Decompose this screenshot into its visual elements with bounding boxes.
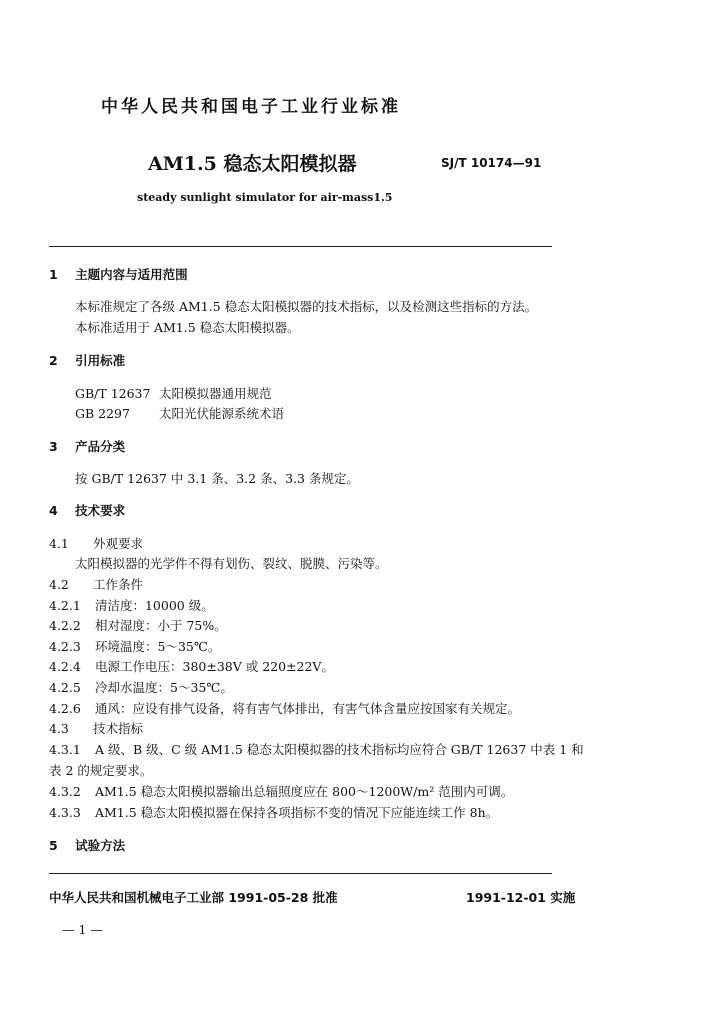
clause-number: 4.2.4 bbox=[49, 659, 81, 674]
clause-row bbox=[49, 803, 498, 821]
clause-number: 4.2.5 bbox=[49, 680, 81, 695]
clause-number: 4.3.3 bbox=[49, 805, 81, 820]
clause-number: 4.2.3 bbox=[49, 639, 81, 654]
clause-row bbox=[49, 740, 584, 758]
clause-row bbox=[49, 657, 334, 675]
clause-row bbox=[49, 699, 520, 717]
subsection-title: 外观要求 bbox=[92, 536, 143, 551]
page-number: — 1 — bbox=[62, 922, 103, 937]
reference-name: 太阳模拟器通用规范 bbox=[158, 386, 272, 401]
clause-text: 电源工作电压：380±38V 或 220±22V。 bbox=[94, 659, 334, 674]
clause-number: 4.2.6 bbox=[49, 701, 81, 716]
subsection-4-1-text: 太阳模拟器的光学件不得有划伤、裂纹、脱膜、污染等。 bbox=[75, 556, 388, 571]
section-3-heading bbox=[49, 437, 125, 455]
section-title: 主题内容与适用范围 bbox=[75, 267, 188, 282]
clause-row bbox=[49, 678, 233, 696]
reference-row bbox=[75, 404, 284, 422]
clause-row bbox=[49, 782, 513, 800]
reference-code: GB 2297 bbox=[75, 406, 130, 421]
clause-row bbox=[49, 616, 227, 634]
subsection-number: 4.1 bbox=[49, 536, 69, 551]
clause-text: 清洁度：10000 级。 bbox=[94, 598, 214, 613]
standard-category-header: 中华人民共和国电子工业行业标准 bbox=[101, 97, 401, 117]
section-number: 4 bbox=[49, 503, 58, 518]
subsection-number: 4.2 bbox=[49, 577, 69, 592]
section-number: 1 bbox=[49, 267, 58, 282]
subsection-title: 工作条件 bbox=[92, 577, 143, 592]
section-1-paragraph-1: 本标准规定了各级 AM1.5 稳态太阳模拟器的技术指标，以及检测这些指标的方法。 bbox=[75, 299, 538, 314]
subsection-4-1-heading bbox=[49, 534, 143, 552]
section-title: 试验方法 bbox=[75, 838, 126, 853]
section-title: 引用标准 bbox=[75, 353, 126, 368]
standard-code: SJ/T 10174—91 bbox=[441, 156, 542, 170]
subsection-4-2-heading bbox=[49, 575, 143, 593]
clause-text: AM1.5 稳态太阳模拟器输出总辐照度应在 800～1200W/m² 范围内可调。 bbox=[94, 784, 514, 799]
section-title: 产品分类 bbox=[75, 439, 126, 454]
clause-text: 冷却水温度：5～35℃。 bbox=[94, 680, 233, 695]
reference-code: GB/T 12637 bbox=[75, 386, 151, 401]
section-number: 2 bbox=[49, 353, 58, 368]
top-divider bbox=[49, 246, 552, 247]
section-number: 3 bbox=[49, 439, 58, 454]
section-title: 技术要求 bbox=[75, 503, 126, 518]
section-1-paragraph-2: 本标准适用于 AM1.5 稳态太阳模拟器。 bbox=[75, 320, 300, 335]
clause-number: 4.3.1 bbox=[49, 742, 81, 757]
section-2-heading bbox=[49, 351, 125, 369]
clause-row bbox=[49, 637, 220, 655]
section-number: 5 bbox=[49, 838, 58, 853]
section-5-heading bbox=[49, 836, 125, 854]
clause-text: 通风：应设有排气设备，将有害气体排出，有害气体含量应按国家有关规定。 bbox=[94, 701, 520, 716]
clause-number: 4.2.2 bbox=[49, 618, 81, 633]
clause-text: 相对湿度：小于 75%。 bbox=[94, 618, 227, 633]
document-title: AM1.5 稳态太阳模拟器 bbox=[148, 153, 357, 175]
clause-text: A 级、B 级、C 级 AM1.5 稳态太阳模拟器的技术指标均应符合 GB/T 12637 中表 1 和 bbox=[94, 742, 584, 757]
clause-text: AM1.5 稳态太阳模拟器在保持各项指标不变的情况下应能连续工作 8h。 bbox=[94, 805, 499, 820]
implementation-date: 1991-12-01 实施 bbox=[466, 890, 576, 905]
reference-row bbox=[75, 384, 272, 402]
subsection-number: 4.3 bbox=[49, 721, 69, 736]
subsection-4-3-heading bbox=[49, 719, 143, 737]
section-3-paragraph: 按 GB/T 12637 中 3.1 条、3.2 条、3.3 条规定。 bbox=[75, 471, 359, 486]
clause-number: 4.3.2 bbox=[49, 784, 81, 799]
clause-row bbox=[49, 596, 214, 614]
english-subtitle: steady sunlight simulator for air-mass1.5 bbox=[137, 191, 393, 204]
footer-divider bbox=[49, 873, 552, 874]
clause-number: 4.2.1 bbox=[49, 598, 81, 613]
section-1-heading bbox=[49, 265, 188, 283]
clause-continuation: 表 2 的规定要求。 bbox=[49, 763, 153, 778]
reference-name: 太阳光伏能源系统术语 bbox=[158, 406, 284, 421]
subsection-title: 技术指标 bbox=[92, 721, 143, 736]
section-4-heading bbox=[49, 501, 125, 519]
clause-text: 环境温度：5～35℃。 bbox=[94, 639, 221, 654]
approval-line: 中华人民共和国机械电子工业部 1991-05-28 批准 bbox=[49, 890, 338, 905]
